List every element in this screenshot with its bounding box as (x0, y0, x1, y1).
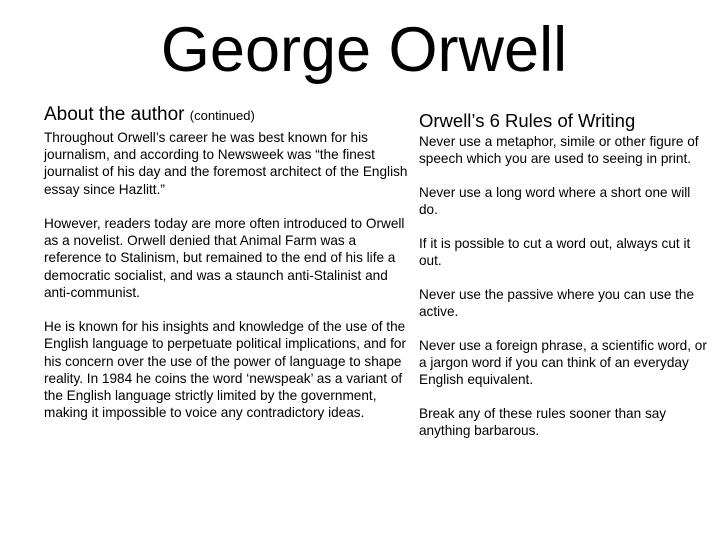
rules-heading: Orwell’s 6 Rules of Writing (419, 110, 636, 131)
about-author-column (44, 104, 414, 439)
rule-6: Break any of these rules sooner than say anything barbarous. (419, 405, 667, 438)
rules-column (419, 110, 709, 456)
rule-5: Never use a foreign phrase, a scientific word, or a jargon word if you can think of an everyday English equivalent. (419, 337, 707, 388)
rule-1: Never use a metaphor, simile or other figure of speech which you are used to seeing in print. (419, 134, 699, 167)
about-author-heading-sub: (continued) (189, 108, 255, 123)
about-paragraph-1: Throughout Orwell’s career he was best known for his journalism, and according to Newsweek was “the finest journalist of his day and the foremost architect of the English essay since Hazlitt.” (44, 130, 408, 197)
rule-2: Never use a long word where a short one will do. (419, 184, 691, 218)
rule-3: If it is possible to cut a word out, always cut it out. (419, 235, 691, 269)
rule-4: Never use the passive where you can use the active. (419, 286, 695, 319)
about-paragraph-2: However, readers today are more often introduced to Orwell as a novelist. Orwell denied that Animal Farm was a reference to Stalinism, but remained to the end of his life a democratic socialist, and was a staunch anti-Stalinist and anti-communist. (44, 216, 405, 300)
slide-title: George Orwell (160, 15, 568, 85)
about-paragraph-3: He is known for his insights and knowledge of the use of the English language to perpetuate political implications, and for his concern over the use of the power of language to shape reality. In 1984 he coins the word ‘newspeak’ as a variant of the English language strictly limited by the government, making it impossible to voice any contradictory ideas. (44, 319, 406, 421)
about-author-heading (44, 104, 414, 127)
about-author-heading-text: About the author (44, 104, 185, 125)
